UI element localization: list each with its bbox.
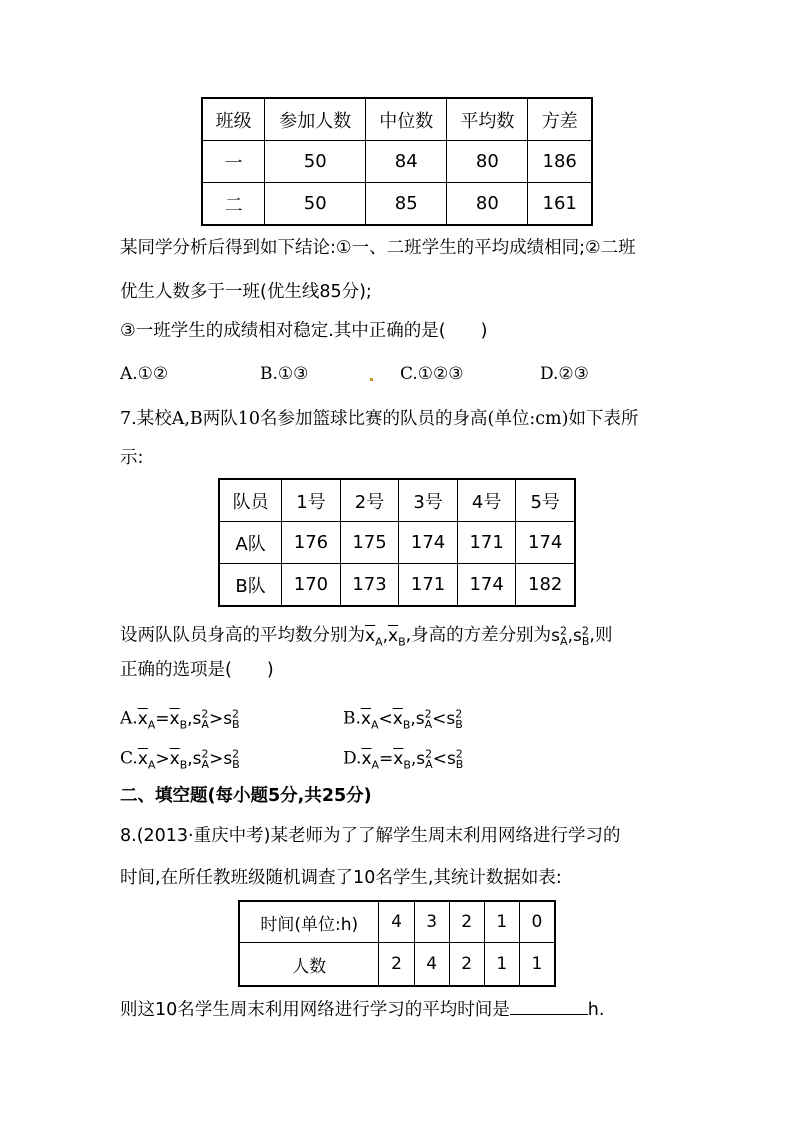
q6-option-a: A.①② <box>120 364 169 384</box>
q7-desc-line1 <box>120 619 612 654</box>
table-header-cell: 队员 <box>219 479 282 522</box>
table-cell: 175 <box>340 522 399 564</box>
table-cell: 3 <box>414 901 449 943</box>
table-cell: 1 <box>484 901 519 943</box>
table-cell: 2 <box>449 901 484 943</box>
variance-symbols: $s^2_A,s^2_B$ <box>551 624 590 649</box>
table-cell: 一 <box>202 141 265 183</box>
q7-text-line2: 示: <box>120 448 144 468</box>
table-cell: 85 <box>366 183 447 226</box>
q6-text-line2: 优生人数多于一班(优生线85分); <box>120 282 372 302</box>
q6-option-b: B.①③ <box>260 364 309 384</box>
table-header-cell: 1号 <box>282 479 341 522</box>
table-cell: 186 <box>528 141 592 183</box>
table-row <box>202 183 592 226</box>
q7-option-d: $D.\overline{x}_A=\overline{x}_B,s^2_A<s^2_B$ <box>343 747 464 772</box>
q6-option-d: D.②③ <box>540 364 589 384</box>
q8-answer-prefix: 则这10名学生周末利用网络进行学习的平均时间是 <box>120 1000 510 1020</box>
table-header-cell: 平均数 <box>447 98 528 141</box>
table-row <box>239 943 555 987</box>
q7-desc-line2: 正确的选项是( ) <box>120 660 274 680</box>
class-stats-table <box>201 97 593 226</box>
table-cell: 50 <box>265 141 366 183</box>
q6-text-line3: ③一班学生的成绩相对稳定.其中正确的是( ) <box>120 321 488 341</box>
table-cell: 173 <box>340 564 399 607</box>
q8-answer-line <box>120 996 604 1022</box>
table-cell: 80 <box>447 141 528 183</box>
q8-answer-suffix: h. <box>587 1000 605 1020</box>
q7-option-b: $B.\overline{x}_A<\overline{x}_B,s^2_A<s^2_B$ <box>343 707 463 732</box>
table-cell: 4 <box>414 943 449 987</box>
table-row <box>239 901 555 943</box>
q7-desc-text-c: ,则 <box>589 625 613 646</box>
table-cell: A队 <box>219 522 282 564</box>
table-header-cell: 方差 <box>528 98 592 141</box>
table-header-row <box>219 479 575 522</box>
table-cell: 4 <box>379 901 414 943</box>
table-header-cell: 中位数 <box>366 98 447 141</box>
table-header-cell: 参加人数 <box>265 98 366 141</box>
team-height-table <box>218 478 576 607</box>
table-cell: B队 <box>219 564 282 607</box>
mean-symbols: $\overline{x}_A,\overline{x}_B$ <box>365 625 406 649</box>
table-cell: 2 <box>449 943 484 987</box>
table-cell: 50 <box>265 183 366 226</box>
table-cell: 2 <box>379 943 414 987</box>
table-cell: 176 <box>282 522 341 564</box>
table-cell: 171 <box>457 522 516 564</box>
table-header-cell: 4号 <box>457 479 516 522</box>
table-header-cell: 3号 <box>399 479 458 522</box>
table-cell: 人数 <box>239 943 379 987</box>
table-cell: 二 <box>202 183 265 226</box>
q8-text-line2: 时间,在所任教班级随机调查了10名学生,其统计数据如表: <box>120 868 562 888</box>
q7-desc-text-a: 设两队队员身高的平均数分别为 <box>120 625 365 646</box>
table-cell: 170 <box>282 564 341 607</box>
stray-mark <box>370 378 373 381</box>
table-cell: 0 <box>519 901 555 943</box>
q8-text-line1: 8.(2013·重庆中考)某老师为了了解学生周末利用网络进行学习的 <box>120 826 621 846</box>
answer-blank[interactable] <box>510 996 588 1015</box>
table-cell: 174 <box>399 522 458 564</box>
table-cell: 84 <box>366 141 447 183</box>
table-header-row <box>202 98 592 141</box>
table-row <box>219 522 575 564</box>
q7-text-line1: 7.某校A,B两队10名参加篮球比赛的队员的身高(单位:cm)如下表所 <box>120 409 639 429</box>
table-row <box>219 564 575 607</box>
table-cell: 171 <box>399 564 458 607</box>
table-header-cell: 2号 <box>340 479 399 522</box>
q7-desc-text-b: ,身高的方差分别为 <box>405 625 552 646</box>
study-time-table <box>238 900 556 987</box>
table-cell: 174 <box>457 564 516 607</box>
table-cell: 174 <box>516 522 575 564</box>
table-cell: 1 <box>484 943 519 987</box>
section-title: 二、填空题(每小题5分,共25分) <box>120 786 372 806</box>
table-header-cell: 班级 <box>202 98 265 141</box>
table-cell: 时间(单位:h) <box>239 901 379 943</box>
q7-option-a: $A.\overline{x}_A=\overline{x}_B,s^2_A>s^2_B$ <box>120 707 240 732</box>
q6-text-line1: 某同学分析后得到如下结论:①一、二班学生的平均成绩相同;②二班 <box>120 238 636 258</box>
table-header-cell: 5号 <box>516 479 575 522</box>
table-cell: 182 <box>516 564 575 607</box>
q7-option-c: $C.\overline{x}_A>\overline{x}_B,s^2_A>s^2_B$ <box>120 747 240 772</box>
table-row <box>202 141 592 183</box>
q6-option-c: C.①②③ <box>400 364 464 384</box>
table-cell: 161 <box>528 183 592 226</box>
table-cell: 80 <box>447 183 528 226</box>
table-cell: 1 <box>519 943 555 987</box>
